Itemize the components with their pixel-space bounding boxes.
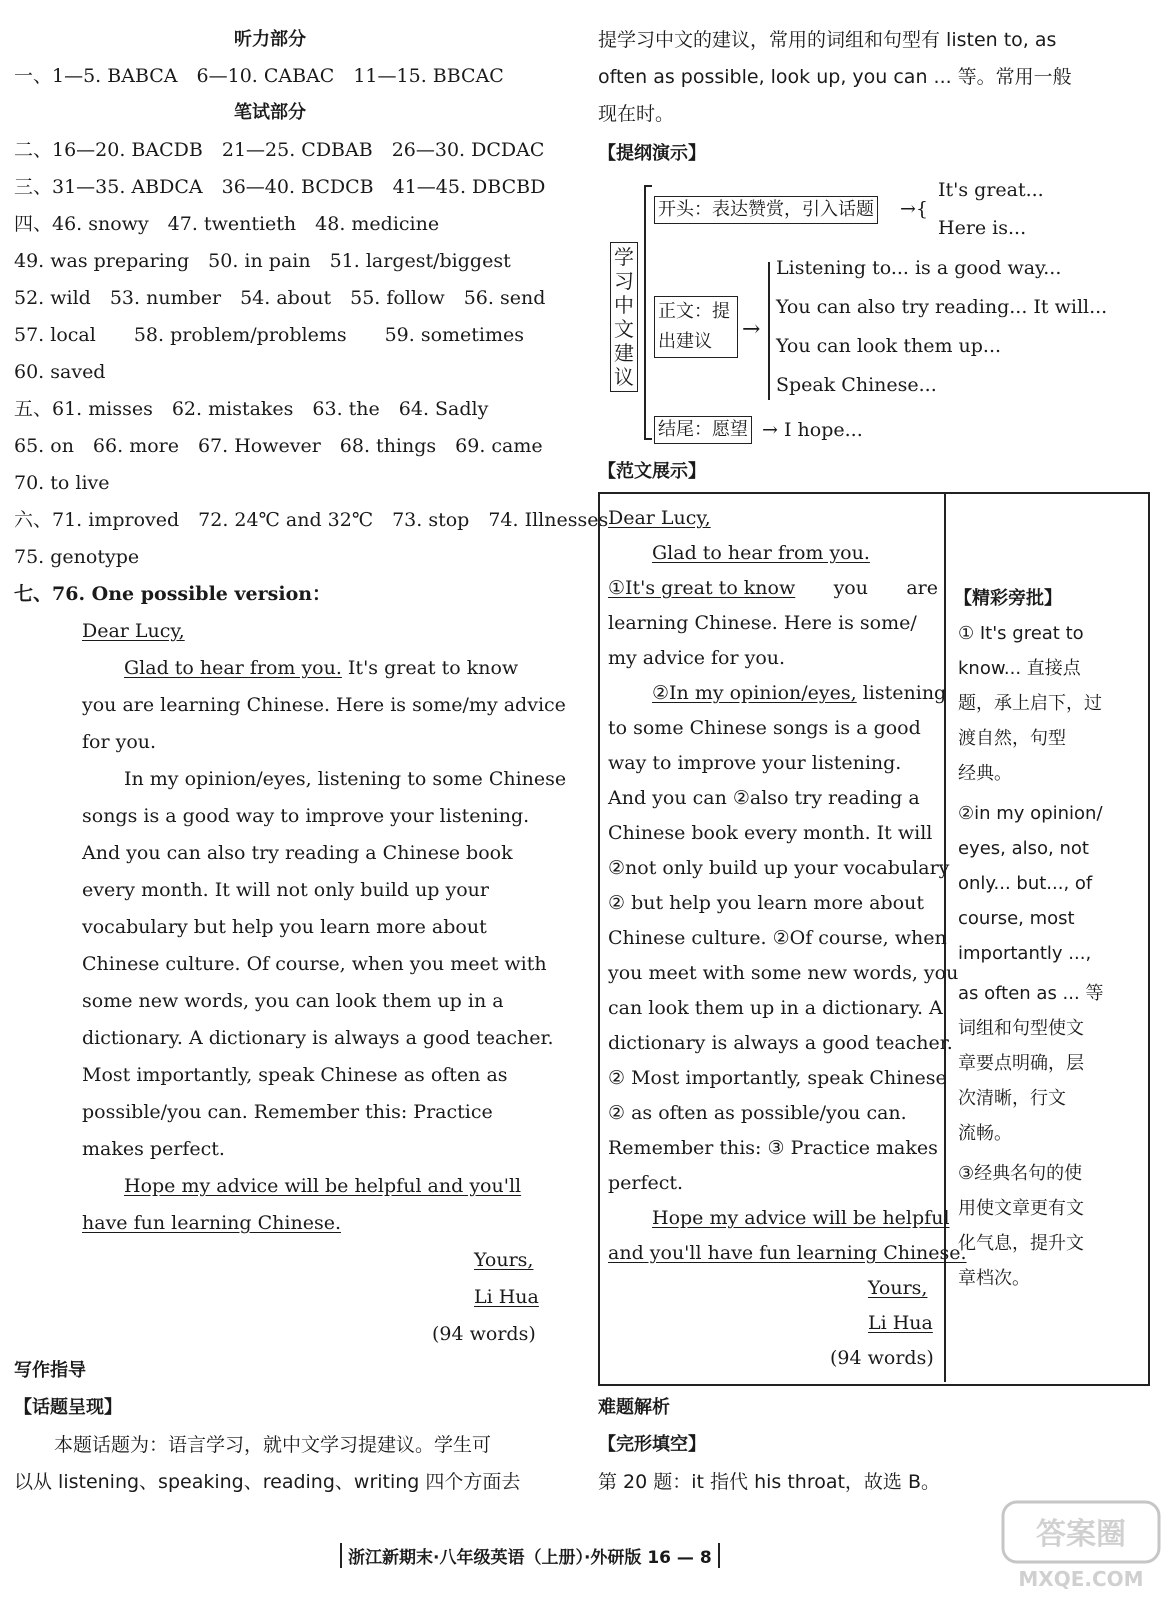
sample-closing: Yours, <box>868 1277 928 1299</box>
answer-row-3: 三、31—35. ABDCA 36—40. BCDCB 41—45. DBCBD <box>14 176 546 198</box>
note-3: 题，承上启下，过 <box>958 693 1102 714</box>
outline-end-arrow: → <box>762 419 778 441</box>
letter-line-1-underlined: Glad to hear from you. <box>124 657 342 679</box>
cloze-text: 第 20 题：it 指代 his throat，故选 B。 <box>598 1471 941 1493</box>
note-8: only... but..., of <box>958 873 1093 894</box>
letter-line-5: songs is a good way to improve your listening. <box>82 805 530 827</box>
letter-line-15: Hope my advice will be helpful and you'll <box>124 1175 522 1197</box>
outline-brace-bottom <box>644 438 652 440</box>
page-footer: 浙江新期末·八年级英语（上册）·外研版 16 — 8 <box>340 1543 720 1568</box>
sample-line-16: dictionary is always a good teacher. <box>608 1032 953 1054</box>
sample-line-10: Chinese book every month. It will <box>608 822 933 844</box>
letter-line-1 <box>124 656 518 680</box>
letter-line-6: And you can also try reading a Chinese book <box>82 842 513 864</box>
answer-row-1: 一、1—5. BABCA 6—10. CABAC 11—15. BBCAC <box>14 65 504 87</box>
outline-body-brace <box>768 262 770 400</box>
topic-text-4: often as possible, look up, you can ... 等。常用一般 <box>598 66 1072 88</box>
sample-line-3c: are <box>906 577 938 599</box>
watermark-graphic <box>1001 1500 1161 1595</box>
letter-signature: Li Hua <box>474 1286 539 1308</box>
note-12: 词组和句型使文 <box>958 1018 1084 1039</box>
topic-text-2: 以从 listening、speaking、reading、writing 四个方面去 <box>14 1471 521 1493</box>
letter-line-16: have fun learning Chinese. <box>82 1212 341 1234</box>
sample-line-17: ② Most importantly, speak Chinese <box>608 1067 947 1089</box>
answer-row-4c: 52. wild 53. number 54. about 55. follow 56. send <box>14 287 546 309</box>
note-4: 渡自然，句型 <box>958 728 1066 749</box>
letter-line-9: Chinese culture. Of course, when you meet with <box>82 953 547 975</box>
sample-line-19: Remember this: ③ Practice makes <box>608 1137 938 1159</box>
outline-intro-item-1: It's great... <box>938 179 1044 201</box>
topic-text-3: 提学习中文的建议，常用的词组和句型有 listen to, as <box>598 29 1057 51</box>
note-1: ① It's great to <box>958 623 1084 644</box>
sample-line-15: can look them up in a dictionary. A <box>608 997 943 1019</box>
answer-row-7: 七、76. One possible version： <box>14 583 332 605</box>
answer-row-6a: 六、71. improved 72. 24℃ and 32℃ 73. stop 74. Illnesses <box>14 509 609 531</box>
sample-line-21: Hope my advice will be helpful <box>652 1207 950 1229</box>
notes-title: 【精彩旁批】 <box>954 588 1062 609</box>
writing-guide-title: 写作指导 <box>14 1360 86 1381</box>
note-16: ③经典名句的使 <box>958 1163 1083 1184</box>
note-15: 流畅。 <box>958 1123 1012 1144</box>
outline-label: 【提纲演示】 <box>598 143 706 164</box>
outline-brace-line <box>644 185 646 440</box>
answer-row-5a: 五、61. misses 62. mistakes 63. the 64. Sadly <box>14 398 489 420</box>
letter-word-count: (94 words) <box>432 1323 536 1345</box>
analysis-title: 难题解析 <box>598 1397 670 1418</box>
sample-line-22: and you'll have fun learning Chinese. <box>608 1242 967 1264</box>
letter-line-14: makes perfect. <box>82 1138 225 1160</box>
sample-line-11: ②not only build up your vocabulary <box>608 857 950 879</box>
letter-line-12: Most importantly, speak Chinese as often as <box>82 1064 508 1086</box>
topic-text-1: 本题话题为：语言学习，就中文学习提建议。学生可 <box>54 1434 492 1456</box>
note-2: know... 直接点 <box>958 658 1081 679</box>
sample-line-4: learning Chinese. Here is some/ <box>608 612 917 634</box>
sample-line-7: to some Chinese songs is a good <box>608 717 921 739</box>
outline-brace-top <box>644 185 652 187</box>
sample-line-13: Chinese culture. ②Of course, when <box>608 927 947 949</box>
outline-body-box: 正文：提出建议 <box>654 296 738 358</box>
letter-line-11: dictionary. A dictionary is always a good teacher. <box>82 1027 554 1049</box>
letter-line-8: vocabulary but help you learn more about <box>82 916 487 938</box>
answer-row-5b: 65. on 66. more 67. However 68. things 69. came <box>14 435 543 457</box>
outline-end-item: I hope... <box>784 419 863 441</box>
answer-row-5c: 70. to live <box>14 472 110 494</box>
cloze-label: 【完形填空】 <box>598 1434 706 1455</box>
letter-line-1-rest: It's great to know <box>341 657 519 679</box>
sample-line-6b: listening <box>856 682 947 704</box>
outline-body-item-2: You can also try reading... It will... <box>776 296 1108 318</box>
note-18: 化气息，提升文 <box>958 1233 1084 1254</box>
note-9: course, most <box>958 908 1075 929</box>
note-11: as often as ... 等 <box>958 983 1104 1004</box>
sample-line-5: my advice for you. <box>608 647 786 669</box>
sample-line-1: Dear Lucy, <box>608 507 711 529</box>
outline-intro-arrow: →{ <box>900 198 929 220</box>
answer-row-2: 二、16—20. BACDB 21—25. CDBAB 26—30. DCDAC <box>14 139 545 161</box>
outline-intro-item-2: Here is... <box>938 217 1027 239</box>
answer-row-4d: 57. local 58. problem/problems 59. sometimes <box>14 324 525 346</box>
letter-line-3: for you. <box>82 731 157 753</box>
sample-line-18: ② as often as possible/you can. <box>608 1102 907 1124</box>
note-14: 次清晰，行文 <box>958 1088 1066 1109</box>
outline-body-item-4: Speak Chinese... <box>776 374 937 396</box>
outline-end-box: 结尾：愿望 <box>654 416 752 444</box>
note-19: 章档次。 <box>958 1268 1030 1289</box>
outline-root-text: 学习中文建议 <box>614 245 634 389</box>
letter-line-4: In my opinion/eyes, listening to some Chinese <box>124 768 567 790</box>
listening-section-title: 听力部分 <box>234 29 306 50</box>
sample-line-6 <box>652 681 946 705</box>
letter-line-13: possible/you can. Remember this: Practice <box>82 1101 493 1123</box>
sample-line-14: you meet with some new words, you <box>608 962 959 984</box>
outline-body-item-1: Listening to... is a good way... <box>776 257 1062 279</box>
letter-line-7: every month. It will not only build up your <box>82 879 489 901</box>
sample-word-count: (94 words) <box>830 1347 934 1369</box>
sample-signature: Li Hua <box>868 1312 933 1334</box>
note-5: 经典。 <box>958 763 1012 784</box>
answer-row-6b: 75. genotype <box>14 546 140 568</box>
note-17: 用使文章更有文 <box>958 1198 1084 1219</box>
outline-body-arrow: → <box>742 317 761 342</box>
written-section-title: 笔试部分 <box>234 102 306 123</box>
svg-text:答案圈: 答案圈 <box>1036 1517 1126 1552</box>
sample-line-20: perfect. <box>608 1172 684 1194</box>
sample-line-3b: you <box>833 577 868 599</box>
svg-text:MXQE.COM: MXQE.COM <box>1018 1567 1144 1591</box>
note-7: eyes, also, not <box>958 838 1089 859</box>
letter-line-2: you are learning Chinese. Here is some/my advice <box>82 694 566 716</box>
outline-body-item-3: You can look them up... <box>776 335 1002 357</box>
letter-line-10: some new words, you can look them up in a <box>82 990 504 1012</box>
answer-row-4e: 60. saved <box>14 361 106 383</box>
sample-line-12: ② but help you learn more about <box>608 892 924 914</box>
sample-line-2: Glad to hear from you. <box>652 542 870 564</box>
sample-label: 【范文展示】 <box>598 461 706 482</box>
topic-label: 【话题呈现】 <box>14 1397 122 1418</box>
answer-row-4a: 四、46. snowy 47. twentieth 48. medicine <box>14 213 440 235</box>
letter-closing: Yours, <box>474 1249 534 1271</box>
answer-row-4b: 49. was preparing 50. in pain 51. largest/biggest <box>14 250 511 272</box>
sample-line-8: way to improve your listening. <box>608 752 902 774</box>
sample-line-9: And you can ②also try reading a <box>608 787 920 809</box>
outline-intro-box: 开头：表达赞赏，引入话题 <box>654 196 878 224</box>
note-10: importantly ..., <box>958 943 1092 964</box>
outline-root-box <box>610 242 638 392</box>
note-13: 章要点明确，层 <box>958 1053 1084 1074</box>
note-6: ②in my opinion/ <box>958 803 1103 824</box>
sample-line-3 <box>608 576 938 600</box>
letter-greeting: Dear Lucy, <box>82 620 185 642</box>
sample-line-3a: ①It's great to know <box>608 577 796 599</box>
watermark-logo <box>1001 1500 1161 1595</box>
sample-line-6a: ②In my opinion/eyes, <box>652 682 857 704</box>
topic-text-5: 现在时。 <box>598 103 675 125</box>
